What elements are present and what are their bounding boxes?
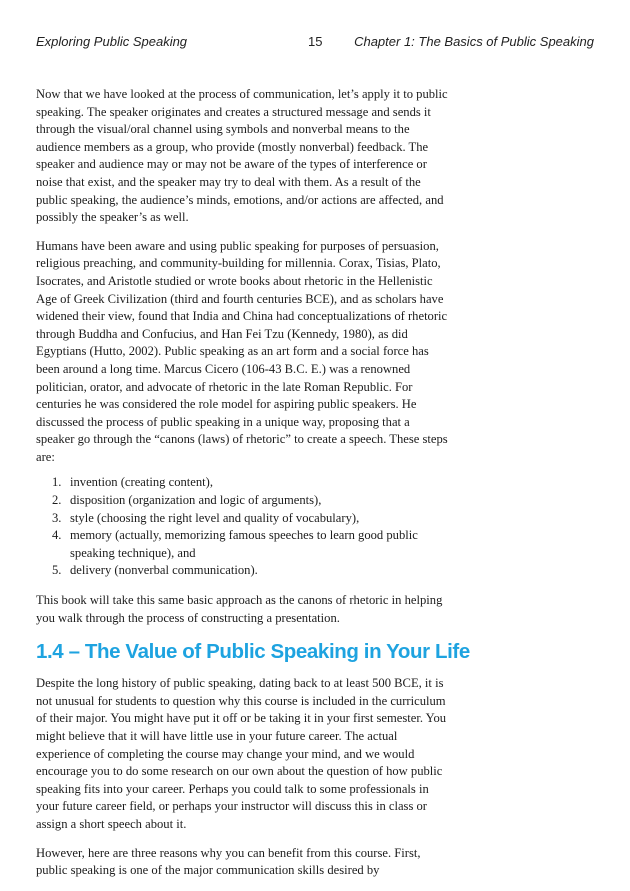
- list-text: disposition (organization and logic of arguments),: [70, 493, 322, 508]
- list-text: memory (actually, memorizing famous speeches to learn good public speaking technique), and: [70, 528, 418, 560]
- paragraph: However, here are three reasons why you can benefit from this course. First, public speaking is one of the major communication skills desired by: [36, 845, 421, 878]
- body-text: [36, 86, 470, 891]
- section-heading: 1.4 – The Value of Public Speaking in Your Life: [36, 640, 470, 664]
- paragraph: Humans have been aware and using public speaking for purposes of persuasion, religious preaching, and community-building for millennia. Corax, Tisias, Plato, Isocrates, and Aristotle studied or wrote books about rhetoric in the Hellenistic Age of Greek Civilization (third and fourth centuries BCE), and as scholars have widened their view, found that India and China had conceptualizations of rhetoric through Buddha and Confucius, and Han Fei Tzu (Kennedy, 1980), as did Egyptians (Hutto, 2002). Public speaking as an art form and a social force has been around a long time. Marcus Cicero (106-43 B.C. E.) was a renowned politician, orator, and advocate of rhetoric in the late Roman Republic. For centuries he was considered the role model for aspiring public speakers. He discussed the process of public speaking in a unique way, proposing that a speaker go through the “canons (laws) of rhetoric” to create a speech. These steps are:: [36, 238, 448, 464]
- paragraph: Now that we have looked at the process of communication, let’s apply it to public speaking. The speaker originates and creates a structured message and sends it through the visual/oral channel using symbols and nonverbal means to the audience members as a group, who provide (mostly nonverbal) feedback. The speaker and audience may or may not be aware of the types of interference or noise that exist, and the speaker may try to deal with them. As a result of the public speaking, the audience’s minds, emotions, and/or actions are affected, and possibly the speaker’s as well.: [36, 87, 448, 225]
- list-item: [52, 510, 448, 528]
- paragraph: This book will take this same basic approach as the canons of rhetoric in helping you walk through the process of constructing a presentation.: [36, 593, 443, 625]
- list-text: style (choosing the right level and quality of vocabulary),: [70, 510, 360, 525]
- list-item: [52, 527, 448, 562]
- list-number: 2.: [52, 493, 62, 508]
- list-number: 4.: [52, 528, 62, 543]
- running-header: [36, 34, 594, 54]
- list-text: delivery (nonverbal communication).: [70, 563, 258, 578]
- page-number: 15: [308, 34, 323, 49]
- book-title: Exploring Public Speaking: [36, 34, 188, 49]
- list-item: [52, 562, 448, 580]
- list-number: 1.: [52, 475, 62, 490]
- canons-list: [36, 474, 448, 580]
- list-text: invention (creating content),: [70, 475, 214, 490]
- list-number: 5.: [52, 563, 62, 578]
- chapter-title: Chapter 1: The Basics of Public Speaking: [354, 34, 594, 49]
- list-number: 3.: [52, 510, 62, 525]
- list-item: [52, 474, 448, 492]
- paragraph: Despite the long history of public speaking, dating back to at least 500 BCE, it is not unusual for students to question why this course is included in the curriculum of their major. You might have put it off or be taking it in your first semester. You might believe that it will have little use in your future career. The actual experience of completing the course may change your mind, and we would encourage you to do some research on our own about the question of how public speaking fits into your career. Perhaps you could talk to some professionals in your future career field, or perhaps your instructor will discuss this in class or assign a short speech about it.: [36, 676, 447, 831]
- list-item: [52, 492, 448, 510]
